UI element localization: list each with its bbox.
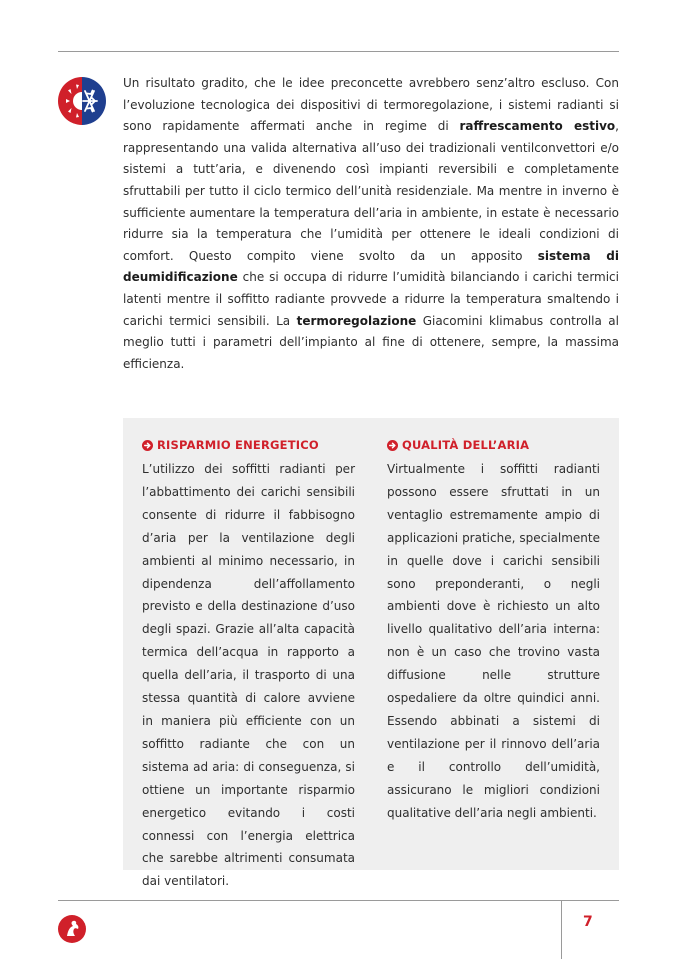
info-panel [123, 418, 619, 889]
column-body: L’utilizzo dei soffitti radianti per l’abbattimento dei carichi sensibili consente di ridurre il fabbisogno d’aria per la ventilazione degli ambienti al minimo necessario, in dipendenza dell’affollamento previsto e della destinazione d’uso degli spazi. Grazie all’alta capacità termica dell’acqua in rapporto a quella dell’aria, il trasporto di una stessa quantità di calore avviene in maniera più efficiente con un soffitto radiante che con un sistema ad aria: di conseguenza, si ottiene un importante risparmio energetico evitando i costi connessi con l’energia elettrica che sarebbe altrimenti consumata dai ventilatori. [142, 462, 355, 889]
intro-bold-termoregolazione: termoregolazione [296, 313, 417, 328]
page-number: 7 [583, 914, 593, 930]
intro-text-1: Un risultato gradito, che le idee preconcette avrebbero senz’altro escluso. Con l’evoluzione tecnologica dei dispositivi di termoregolazione, i sistemi radianti si sono rapidamente affermati anche in regime di [123, 76, 619, 134]
column-heading [142, 436, 355, 454]
column-title: QUALITÀ DELL’ARIA [402, 438, 530, 452]
arrow-circle-right-icon [142, 440, 153, 451]
arrow-circle-right-icon [387, 440, 398, 451]
bottom-divider [58, 900, 619, 901]
sun-snowflake-icon [58, 77, 106, 125]
panel-column-risparmio [142, 436, 355, 893]
intro-paragraph [123, 73, 619, 375]
brand-logo [58, 915, 86, 943]
column-title: RISPARMIO ENERGETICO [157, 438, 319, 452]
intro-text-4: Giacomini klimabus controlla al meglio tutti i parametri dell’impianto al fine di ottenere, sempre, la massima efficienza. [123, 313, 619, 371]
intro-bold-raffrescamento: raffrescamento estivo [459, 119, 616, 134]
intro-text-3: che si occupa di ridurre l’umidità bilanciando i carichi termici latenti mentre il soffitto radiante provvede a ridurre la temperatura smaltendo i carichi termici sensibili. La [123, 270, 619, 328]
column-heading [387, 436, 600, 454]
top-divider [58, 51, 619, 52]
intro-bold-deumidificazione: sistema di deumidificazione [123, 248, 619, 285]
column-body: Virtualmente i soffitti radianti possono essere sfruttati in un ventaglio estremamente ampio di applicazioni pratiche, specialmente in quelle dove i carichi sensibili sono preponderanti, o negli ambienti dove è richiesto un alto livello qualitativo dell’aria interna: non è un caso che trovino vasta diffusione nelle strutture ospedaliere da oltre quindici anni. Essendo abbinati a sistemi di ventilazione per il rinnovo dell’aria e il controllo dell’umidità, assicurano le migliori condizioni qualitative dell’aria negli ambienti. [387, 462, 600, 820]
page-number-divider [561, 900, 562, 959]
intro-text-2: , rappresentando una valida alternativa all’uso dei tradizionali ventilconvettori e/o sistemi a tutt’aria, e divenendo così impianti reversibili e completamente sfruttabili per tutto il ciclo termico dell’unità residenziale. Ma mentre in inverno è sufficiente aumentare la temperatura dell’aria in ambiente, in estate è necessario ridurre sia la temperatura che l’umidità per ottenere le ideali condizioni di comfort. Questo compito viene svolto da un apposito [123, 119, 619, 263]
panel-column-qualita [387, 436, 600, 825]
